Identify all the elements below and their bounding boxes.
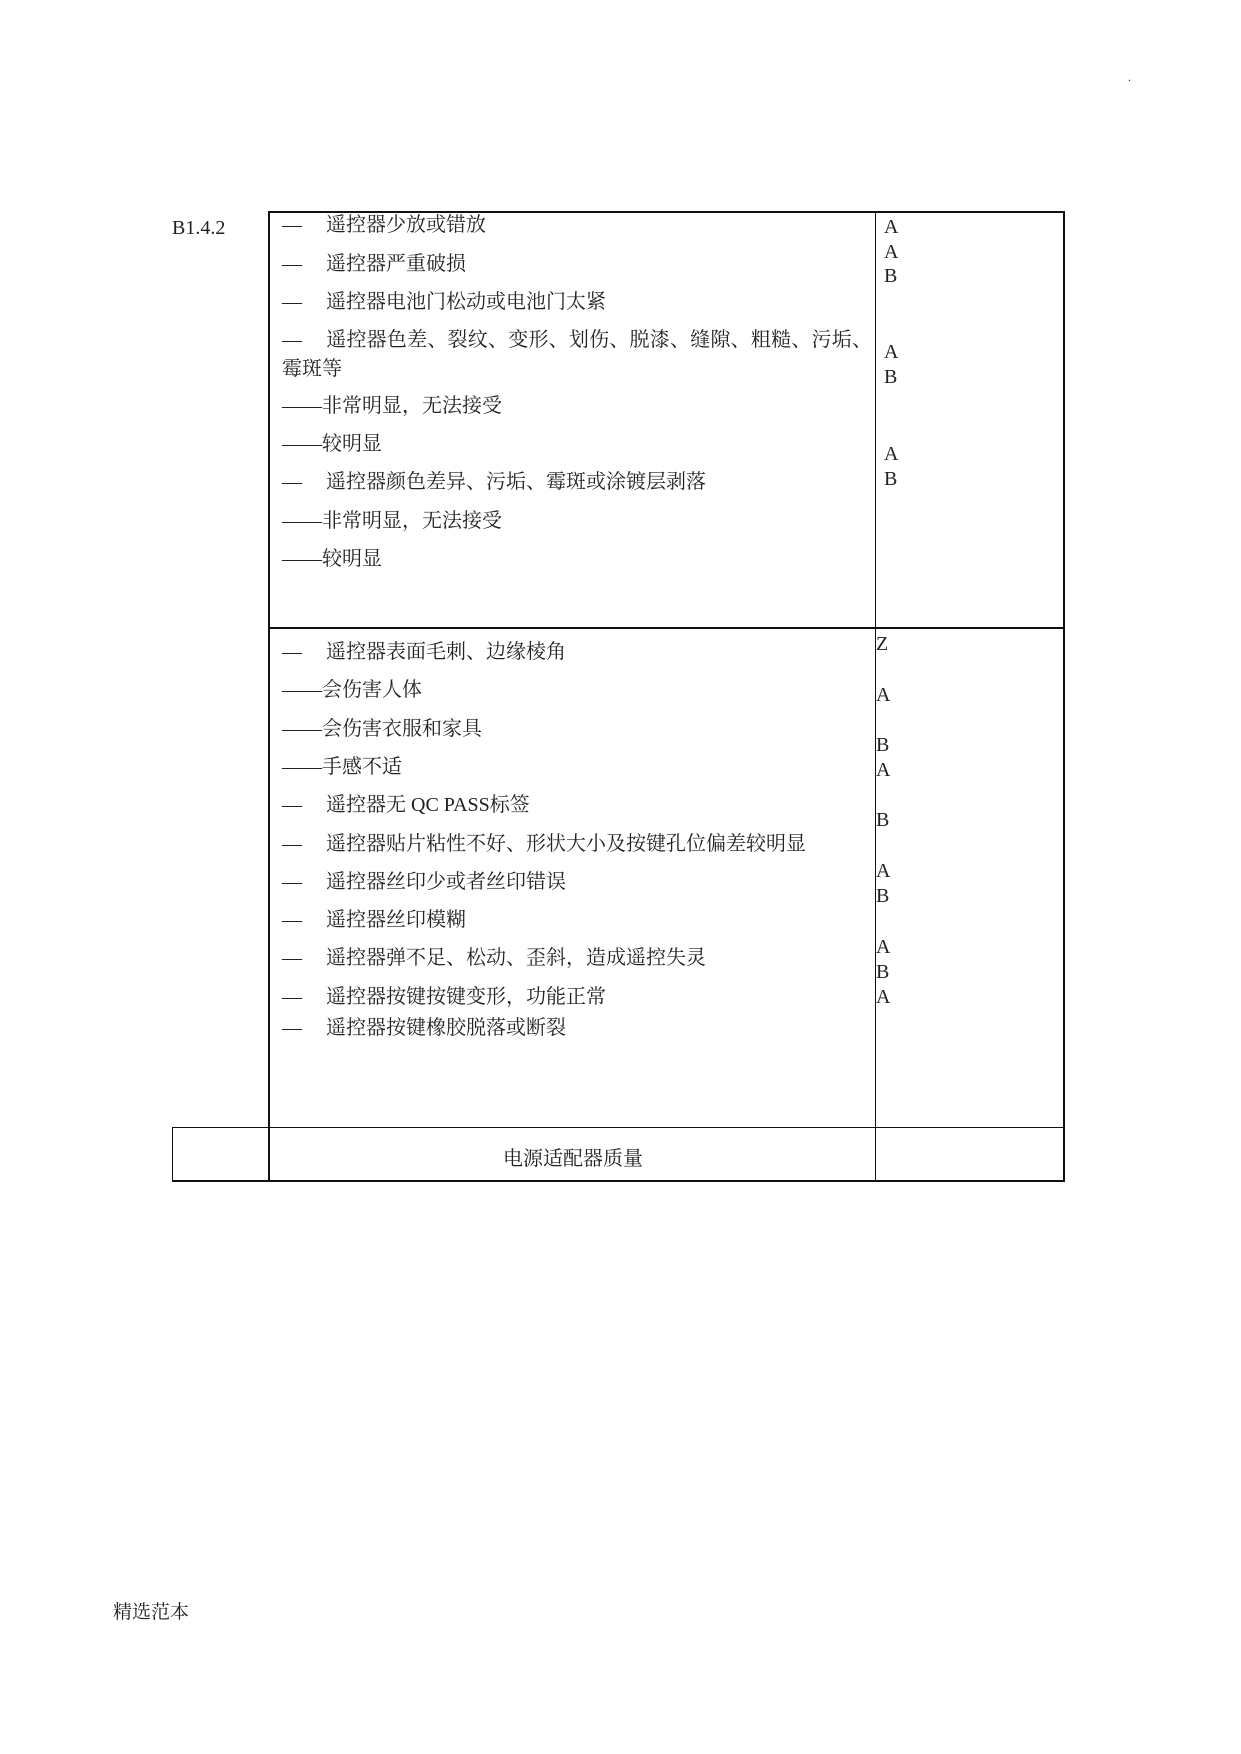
item-text: 遥控器按键橡胶脱落或断裂 [326,1017,566,1039]
grade: A [876,759,891,781]
list-item [282,793,530,817]
list-item [282,470,706,494]
dash: —— [282,679,322,701]
corner-mark: . [1128,70,1131,84]
section-divider [268,627,1065,629]
list-item [282,717,482,741]
footer-row-top-border [172,1127,1065,1128]
item-text: 较明显 [322,433,382,455]
list-item [282,290,606,314]
item-text: 遥控器贴片粘性不好、形状大小及按键孔位偏差较明显 [326,833,806,855]
page-footer: 精选范本 [113,1602,190,1623]
item-text: 遥控器颜色差异、污垢、霉斑或涂镀层剥落 [326,471,706,493]
item-text: 会伤害人体 [322,679,422,701]
list-item [282,547,382,571]
grade: A [884,216,899,238]
list-item [282,832,806,856]
list-item [282,946,706,970]
list-item [282,394,502,418]
item-text: 非常明显，无法接受 [322,395,502,417]
dash: — [282,471,302,493]
dash: — [282,986,302,1008]
footer-row-title: 电源适配器质量 [503,1148,643,1170]
item-text: 较明显 [322,548,382,570]
item-text: 遥控器电池门松动或电池门太紧 [326,291,606,313]
table-bottom-border [172,1180,1065,1182]
grade: B [876,734,890,756]
list-item [282,1016,566,1040]
dash: —— [282,395,322,417]
grade: A [884,241,899,263]
list-item [282,755,402,779]
dash: — [282,253,302,275]
grade: B [876,885,890,907]
grade: A [884,341,899,363]
grade: B [884,265,898,287]
item-text: 遥控器表面毛刺、边缘棱角 [326,641,566,663]
item-text: 遥控器严重破损 [326,253,466,275]
list-item [282,640,566,664]
dash: — [282,833,302,855]
list-item [282,432,382,456]
dash: —— [282,718,322,740]
dash: —— [282,756,322,778]
item-text: 遥控器弹不足、松动、歪斜，造成遥控失灵 [326,947,706,969]
column-border-code [268,211,270,1182]
grade: A [876,860,891,882]
footer-left-border [172,1127,173,1182]
dash: — [282,909,302,931]
dash: — [282,947,302,969]
grade: B [884,366,898,388]
item-text: 遥控器丝印少或者丝印错误 [326,871,566,893]
dash: — [282,291,302,313]
dash: — [282,329,302,351]
list-item [282,985,606,1009]
item-text: 会伤害衣服和家具 [322,718,482,740]
item-text: 遥控器丝印模糊 [326,909,466,931]
dash: — [282,794,302,816]
dash: —— [282,433,322,455]
list-item [282,509,502,533]
grade: B [876,809,890,831]
item-text: 遥控器无 QC PASS标签 [326,794,530,816]
grade: B [884,468,898,490]
dash: —— [282,510,322,532]
item-text: 手感不适 [322,756,402,778]
item-text: 非常明显，无法接受 [322,510,502,532]
grade: B [876,961,890,983]
dash: —— [282,548,322,570]
table-right-border [1063,211,1065,1182]
list-item [282,870,566,894]
grade: A [876,684,891,706]
dash: — [282,1017,302,1039]
list-item [282,252,466,276]
grade: A [876,986,891,1008]
dash: — [282,214,302,236]
item-text: 遥控器少放或错放 [326,214,486,236]
list-item [282,678,422,702]
list-item [282,213,486,237]
dash: — [282,871,302,893]
dash: — [282,641,302,663]
grade: Z [876,633,889,655]
list-item [282,908,466,932]
item-text: 遥控器按键按键变形，功能正常 [326,986,606,1008]
grade: A [876,936,891,958]
list-item [282,326,872,384]
grade: A [884,443,899,465]
item-text: 遥控器色差、裂纹、变形、划伤、脱漆、缝隙、粗糙、污垢、霉斑等 [282,329,872,380]
item-code: B1.4.2 [172,217,226,239]
